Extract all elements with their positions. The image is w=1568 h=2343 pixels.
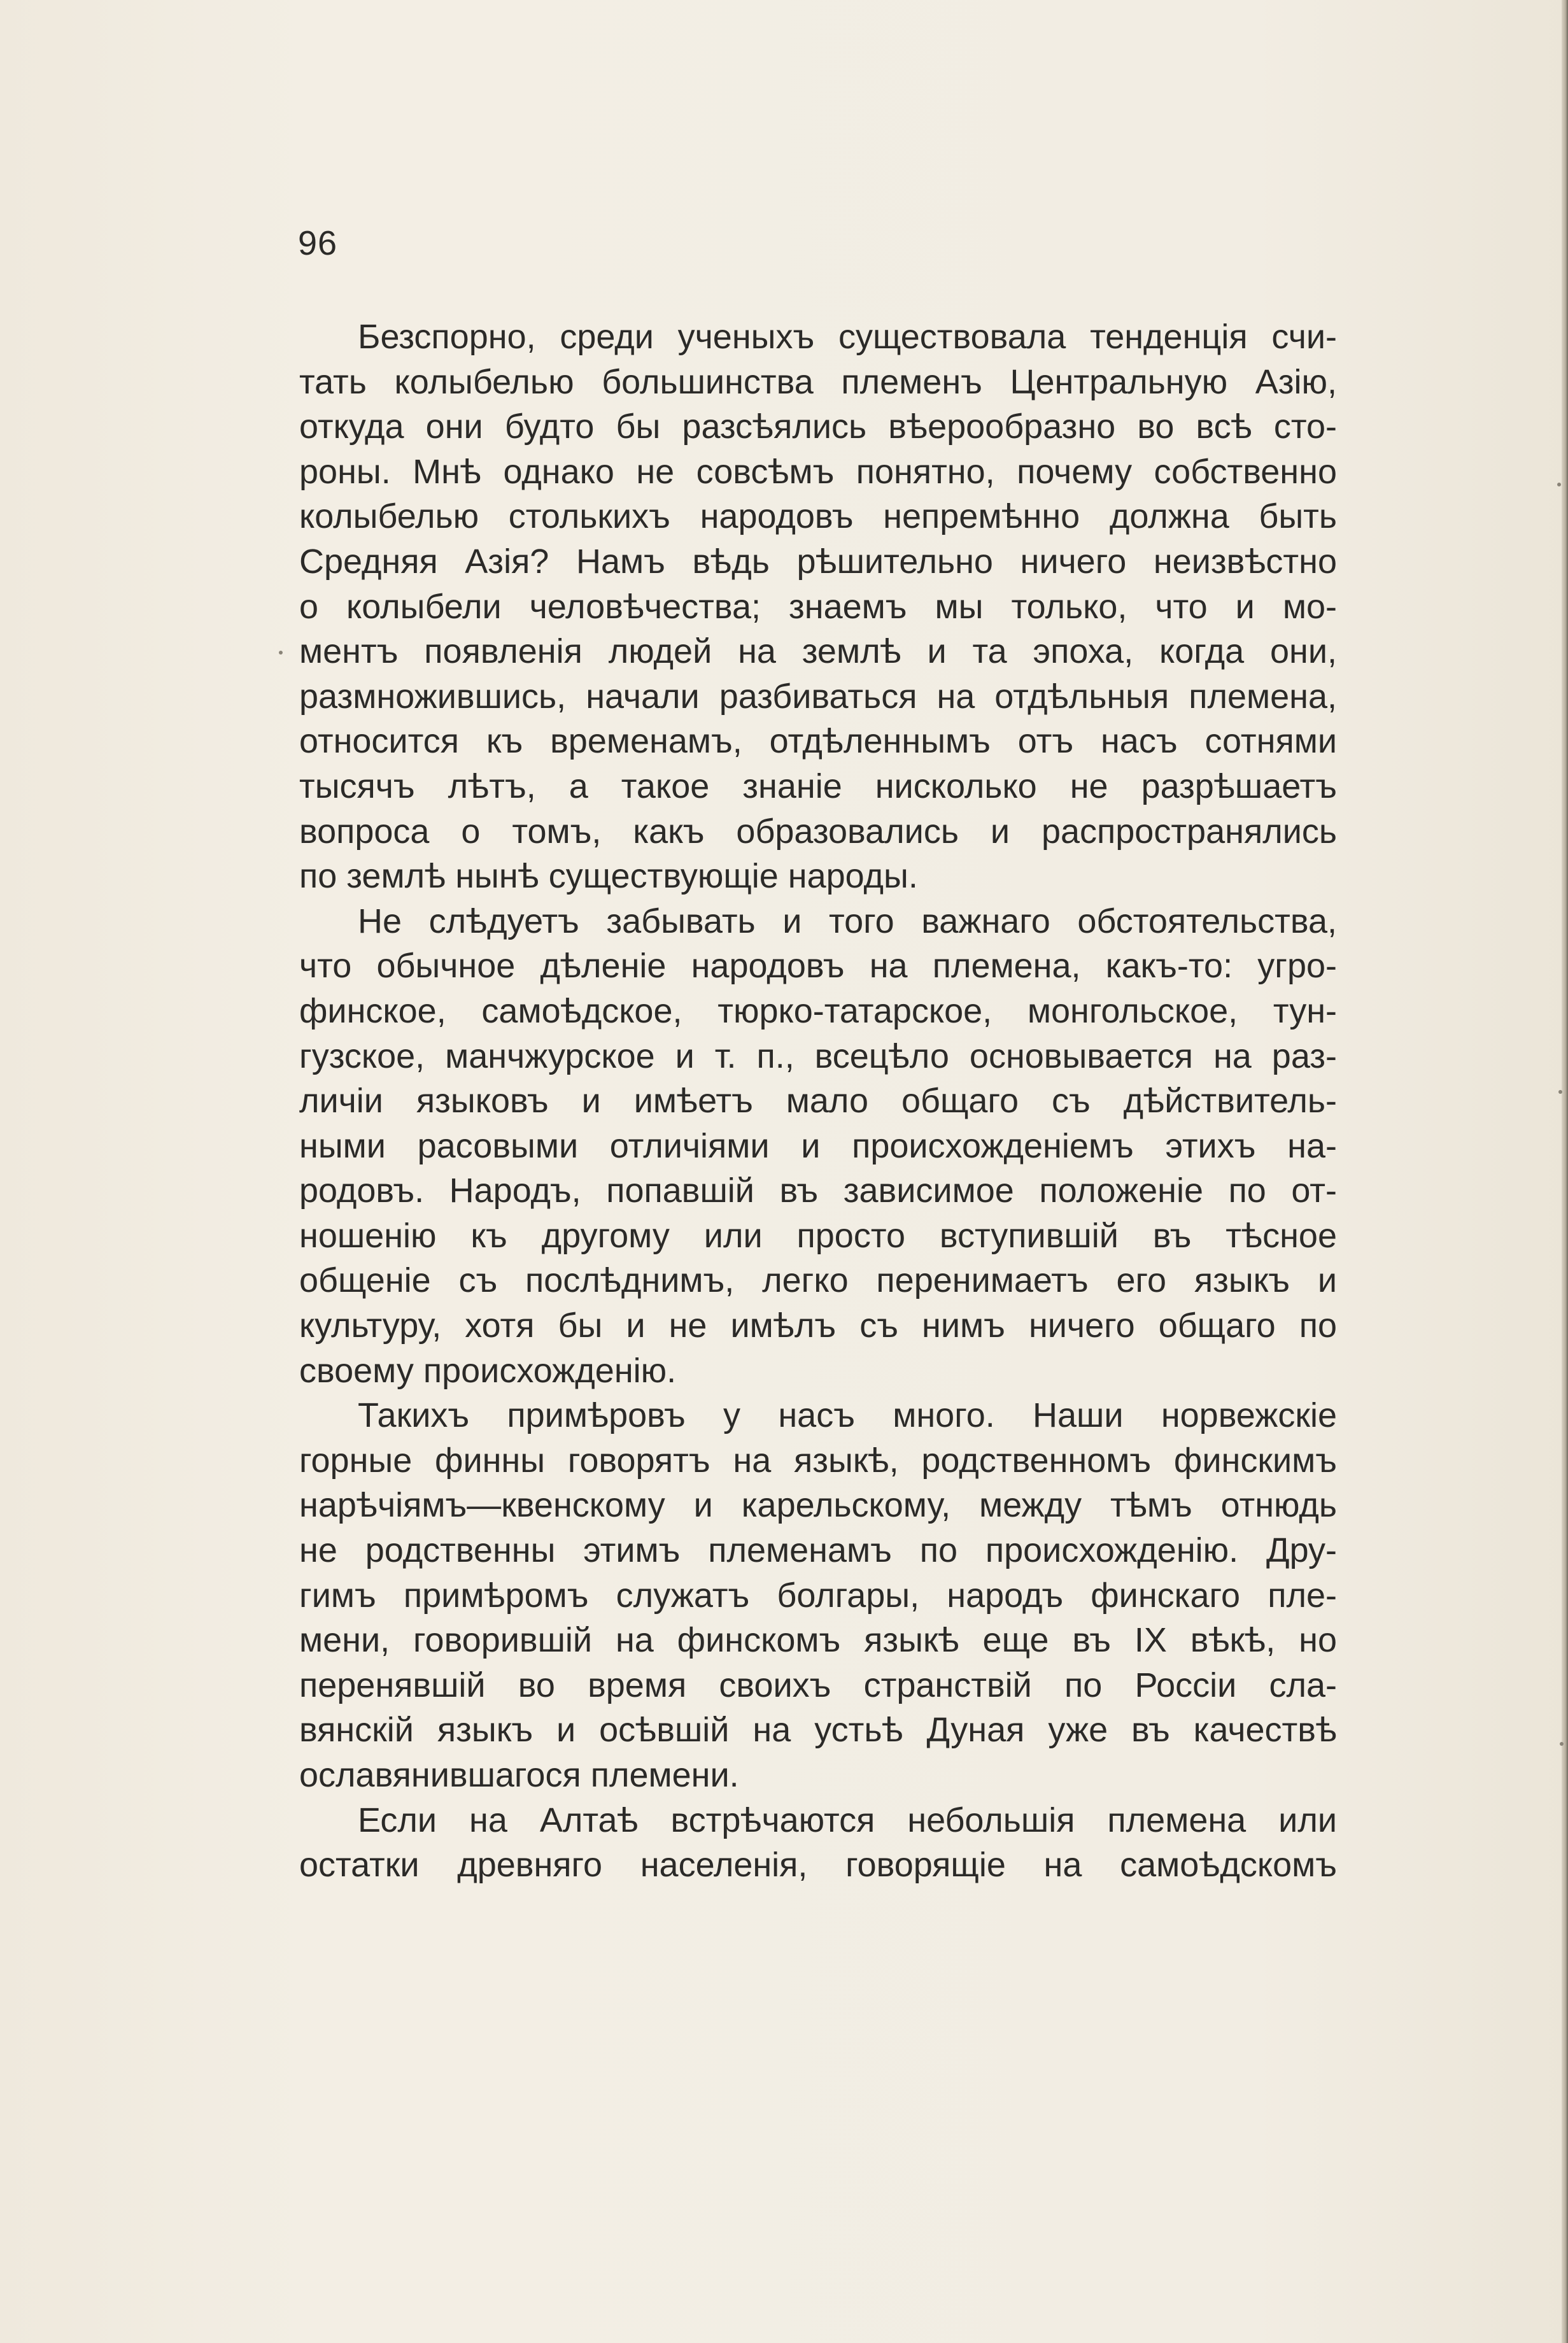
text-line: относится къ временамъ, отдѣленнымъ отъ насъ сотнями xyxy=(299,722,1337,761)
text-line: культуру, хотя бы и не имѣлъ съ нимъ ничего общаго по xyxy=(299,1306,1337,1345)
text-line: ославянившагося племени. xyxy=(299,1756,739,1794)
ink-speck xyxy=(1560,1742,1564,1746)
ink-speck xyxy=(1558,1090,1562,1094)
text-line: не родственны этимъ племенамъ по происхожденію. Дру- xyxy=(299,1531,1337,1570)
text-line: своему происхожденію. xyxy=(299,1351,677,1390)
text-line: гимъ примѣромъ служатъ болгары, народъ финскаго пле- xyxy=(299,1576,1337,1615)
body-text xyxy=(299,315,1337,1888)
text-line: нарѣчіямъ—квенскому и карельскому, между тѣмъ отнюдь xyxy=(299,1486,1337,1525)
text-line: Безспорно, среди ученыхъ существовала тенденція счи- xyxy=(358,318,1337,356)
text-line: ношенію къ другому или просто вступившій въ тѣсное xyxy=(299,1216,1337,1255)
text-line: остатки древняго населенія, говорящіе на самоѣдскомъ xyxy=(299,1846,1337,1885)
text-line: Если на Алтаѣ встрѣчаются небольшія племена или xyxy=(358,1801,1337,1839)
text-line: по землѣ нынѣ существующіе народы. xyxy=(299,857,918,896)
text-line: горные финны говорятъ на языкѣ, родственномъ финскимъ xyxy=(299,1441,1337,1480)
text-line: личіи языковъ и имѣетъ мало общаго съ дѣйствитель- xyxy=(299,1082,1337,1121)
text-line: ментъ появленія людей на землѣ и та эпоха, когда они, xyxy=(299,632,1337,671)
text-line: роны. Мнѣ однако не совсѣмъ понятно, почему собственно xyxy=(299,452,1337,491)
page-number: 96 xyxy=(298,224,338,262)
text-line: вянскій языкъ и осѣвшій на устьѣ Дуная уже въ качествѣ xyxy=(299,1711,1337,1750)
text-line: вопроса о томъ, какъ образовались и распространялись xyxy=(299,812,1337,851)
text-line: ными расовыми отличіями и происхожденіемъ этихъ на- xyxy=(299,1126,1337,1165)
text-line: перенявшій во время своихъ странствій по Россіи сла- xyxy=(299,1666,1337,1704)
text-line: общеніе съ послѣднимъ, легко перенимаетъ его языкъ и xyxy=(299,1261,1337,1300)
text-line: Такихъ примѣровъ у насъ много. Наши норвежскіе xyxy=(358,1396,1337,1435)
text-line: гузское, манчжурское и т. п., всецѣло основывается на раз- xyxy=(299,1037,1337,1075)
text-line: тысячъ лѣтъ, а такое знаніе нисколько не разрѣшаетъ xyxy=(299,767,1337,805)
ink-speck xyxy=(1557,483,1561,486)
text-line: колыбелью столькихъ народовъ непремѣнно должна быть xyxy=(299,497,1337,536)
text-line: откуда они будто бы разсѣялись вѣерообразно во всѣ сто- xyxy=(299,407,1337,446)
ink-speck xyxy=(279,651,283,655)
text-line: Не слѣдуетъ забывать и того важнаго обстоятельства, xyxy=(358,902,1337,940)
text-line: что обычное дѣленіе народовъ на племена, какъ-то: угро- xyxy=(299,947,1337,986)
text-line: мени, говорившій на финскомъ языкѣ еще въ IX вѣкѣ, но xyxy=(299,1621,1337,1660)
text-line: тать колыбелью большинства племенъ Центральную Азію, xyxy=(299,362,1337,401)
text-line: финское, самоѣдское, тюрко-татарское, монгольское, тун- xyxy=(299,991,1337,1030)
text-line: о колыбели человѣчества; знаемъ мы только, что и мо- xyxy=(299,587,1337,626)
text-line: Средняя Азія? Намъ вѣдь рѣшительно ничего неизвѣстно xyxy=(299,542,1337,581)
text-line: размножившись, начали разбиваться на отдѣльныя племена, xyxy=(299,677,1337,716)
page-edge xyxy=(1562,0,1568,2343)
text-line: родовъ. Народъ, попавшій въ зависимое положеніе по от- xyxy=(299,1172,1337,1210)
